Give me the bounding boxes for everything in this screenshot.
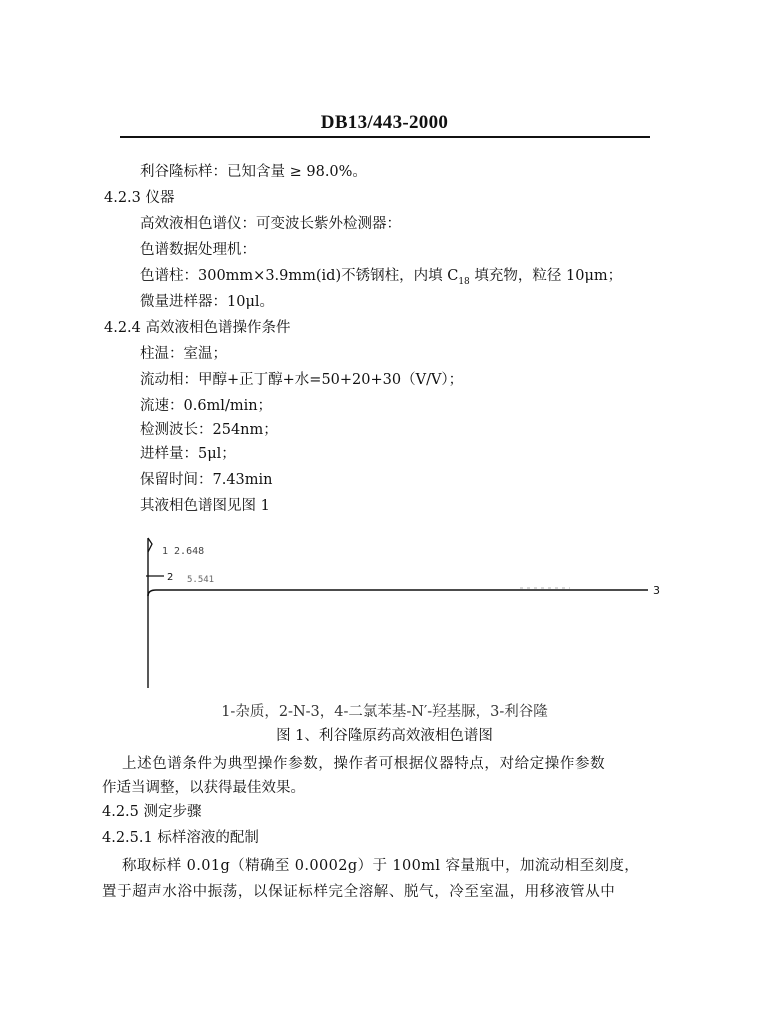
column-subscript: 18 <box>458 277 470 287</box>
peak-3-num: 3 <box>653 584 660 597</box>
instrument-column <box>140 266 622 288</box>
para2-line2: 置于超声水浴中振荡，以保证标样完全溶解、脱气，冷至室温，用移液管从中 <box>102 884 616 900</box>
figure-caption: 图 1、利谷隆原药高效液相色谱图 <box>276 728 493 744</box>
baseline <box>148 590 648 596</box>
section-4-2-5-title: 4.2.5 测定步骤 <box>102 804 202 820</box>
para1-line1: 上述色谱条件为典型操作参数，操作者可根据仪器特点，对给定操作参数 <box>122 756 606 772</box>
section-4-2-3-title: 4.2.3 仪器 <box>104 190 175 206</box>
para2-line1: 称取标样 0.01g（精确至 0.0002g）于 100ml 容量瓶中，加流动相至刻度， <box>122 858 640 874</box>
std-sample-line: 利谷隆标样：已知含量 ≥ 98.0%。 <box>140 164 367 180</box>
section-4-2-4-title: 4.2.4 高效液相色谱操作条件 <box>104 320 291 336</box>
cond-wavelength: 检测波长：254nm； <box>140 422 278 438</box>
header-rule <box>120 136 650 138</box>
instrument-processor: 色谱数据处理机： <box>140 242 256 258</box>
section-4-2-5-1-title: 4.2.5.1 标样溶液的配制 <box>102 830 259 846</box>
instrument-hplc: 高效液相色谱仪：可变波长紫外检测器： <box>140 216 401 232</box>
column-text-a: 色谱柱：300mm×3.9mm(id)不锈钢柱，内填 C <box>140 268 459 284</box>
cond-temp: 柱温：室温； <box>140 346 227 362</box>
figure-legend: 1-杂质，2-N-3，4-二氯苯基-N′-羟基脲，3-利谷隆 <box>221 704 548 720</box>
cond-flow: 流速：0.6ml/min； <box>140 398 273 414</box>
column-text-b: 填充物，粒径 10μm； <box>469 268 623 284</box>
cond-mobile-phase: 流动相：甲醇+正丁醇+水=50+20+30（V/V）； <box>140 372 464 388</box>
chromatogram <box>140 530 680 690</box>
cond-retention: 保留时间：7.43min <box>140 472 273 488</box>
cond-injection: 进样量：5μl； <box>140 446 236 462</box>
standard-code: DB13/443-2000 <box>320 112 449 133</box>
peak-1-label: 1 2.648 <box>162 546 205 557</box>
para1-line2: 作适当调整，以获得最佳效果。 <box>102 780 305 796</box>
cond-figure-ref: 其液相色谱图见图 1 <box>140 498 270 514</box>
peak-2-label: 5.541 <box>187 575 215 585</box>
instrument-syringe: 微量进样器：10μl。 <box>140 294 275 310</box>
peak-2-num: 2 <box>167 572 174 583</box>
